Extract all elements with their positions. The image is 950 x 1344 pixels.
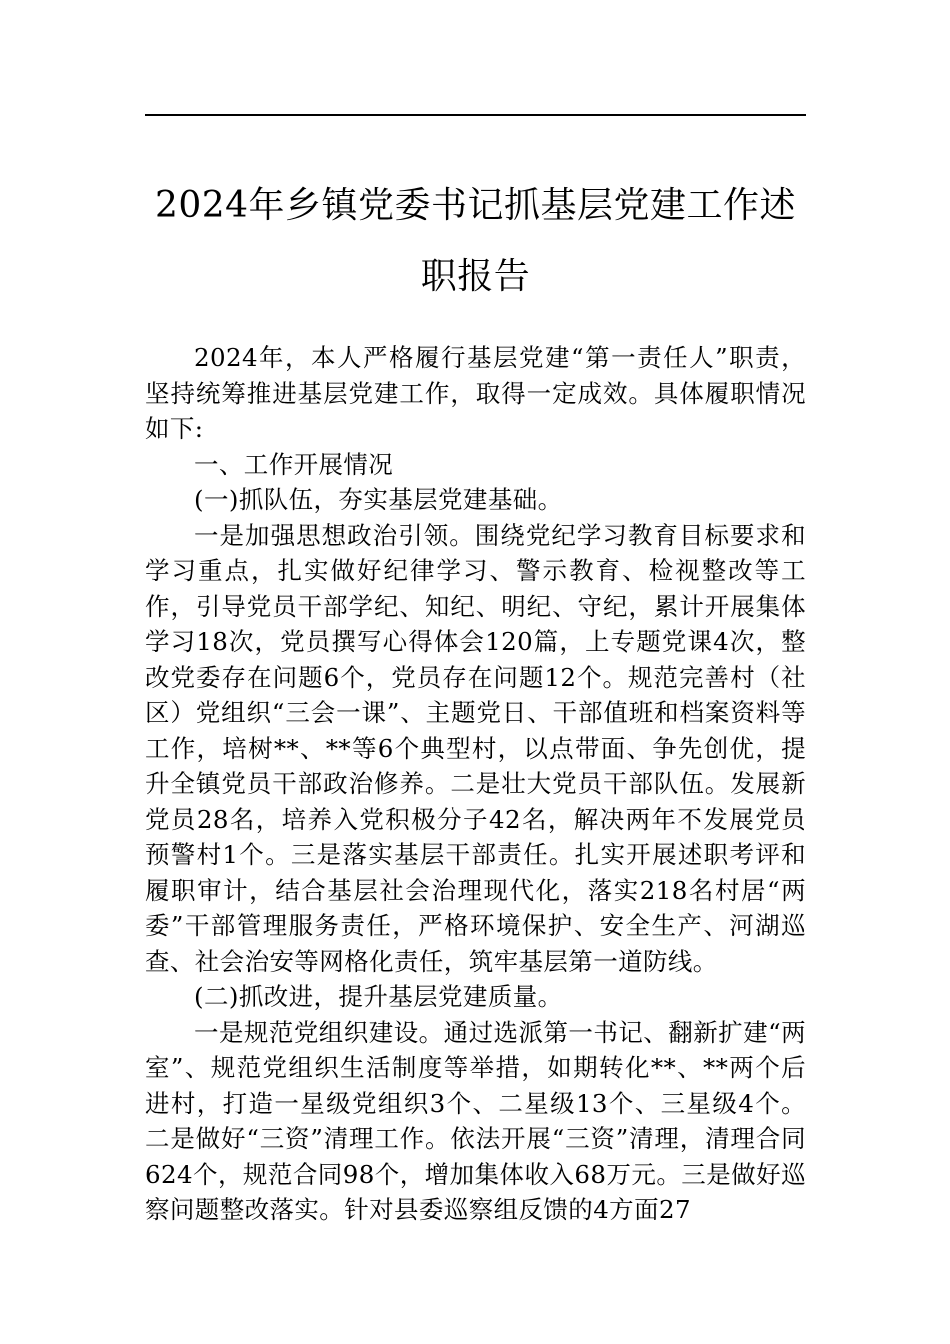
- section-heading-1: 一、工作开展情况: [194, 449, 394, 479]
- header-rule: [145, 114, 806, 116]
- paragraph-team-building: 一是加强思想政治引领。围绕党纪学习教育目标要求和学习重点，扎实做好纪律学习、警示教育、检视整改等工作，引导党员干部学纪、知纪、明纪、守纪，累计开展集体学习18次，党员撰写心得体会120篇，上专题党课4次，整改党委存在问题6个，党员存在问题12个。规范完善村（社区）党组织“三会一课”、主题党日、干部值班和档案资料等工作，培树**、**等6个典型村，以点带面、争先创优，提升全镇党员干部政治修养。二是壮大党员干部队伍。发展新党员28名，培养入党积极分子42名，解决两年不发展党员预警村1个。三是落实基层干部责任。扎实开展述职考评和履职审计，结合基层社会治理现代化，落实218名村居“两委”干部管理服务责任，严格环境保护、安全生产、河湖巡查、社会治安等网格化责任，筑牢基层第一道防线。: [145, 520, 806, 976]
- subsection-heading-1: (一)抓队伍，夯实基层党建基础。: [194, 485, 563, 514]
- subsection-heading-2: (二)抓改进，提升基层党建质量。: [194, 982, 563, 1011]
- paragraph-intro: 2024年，本人严格履行基层党建“第一责任人”职责，坚持统筹推进基层党建工作，取得一定成效。具体履职情况如下:: [145, 343, 806, 443]
- document-body: [145, 340, 806, 1228]
- paragraph-quality-improvement: 一是规范党组织建设。通过选派第一书记、翻新扩建“两室”、规范党组织生活制度等举措，如期转化**、**两个后进村，打造一星级党组织3个、二星级13个、三星级4个。二是做好“三资”清理工作。依法开展“三资”清理，清理合同624个，规范合同98个，增加集体收入68万元。三是做好巡察问题整改落实。针对县委巡察组反馈的4方面27: [145, 1017, 806, 1224]
- document-title: 2024年乡镇党委书记抓基层党建工作述职报告: [154, 185, 797, 297]
